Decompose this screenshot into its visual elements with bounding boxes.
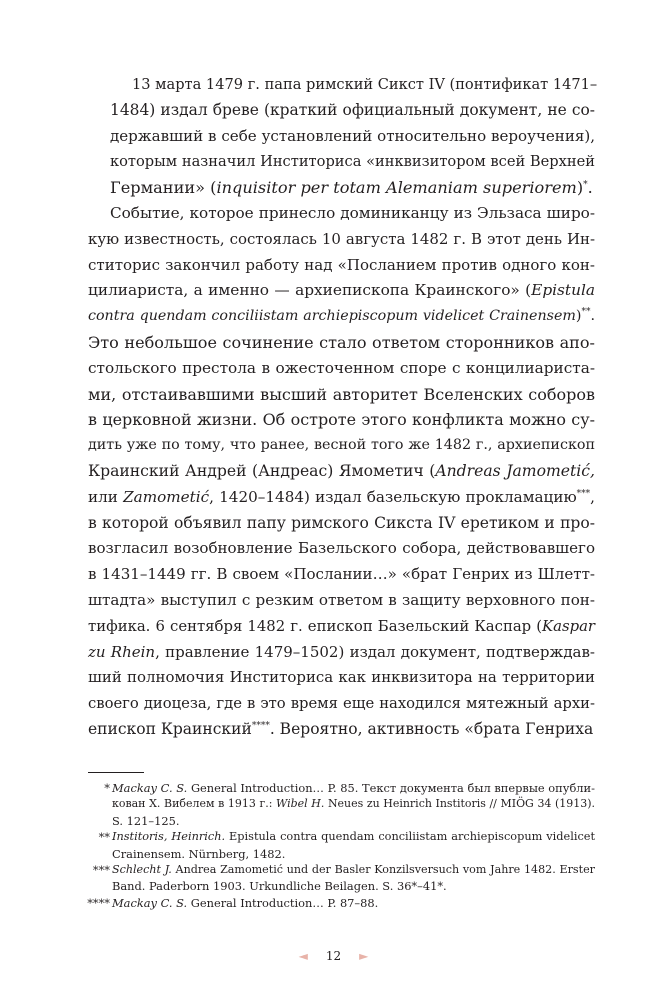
text-line — [88, 459, 595, 485]
italic-text: Epistula — [531, 281, 595, 300]
italic-text: Schlecht J. — [112, 863, 172, 877]
footnote-line — [112, 846, 595, 862]
text-segment: ) — [575, 308, 582, 325]
text-segment: державший в себе установлений относительно вероучения), — [110, 126, 595, 145]
footnote-text — [112, 862, 595, 895]
italic-text: contra quendam conciliistam archiepiscopum videlicet Crainensem — [88, 308, 576, 325]
text-segment: в 1431–1449 гг. В своем «Послании…» «брат Генрих из Шлетт- — [88, 565, 595, 584]
page-folio — [0, 949, 667, 963]
footnote-text — [112, 895, 595, 911]
text-segment: S. 121–125. — [112, 813, 180, 828]
text-segment: . Вероятно, активность «брата Генриха — [269, 719, 594, 738]
footnote-reference: *** — [576, 488, 591, 499]
text-segment: Германии» ( — [110, 178, 217, 198]
text-segment: General Introduction… P. 85. Текст документа был впервые опубли- — [187, 781, 595, 795]
text-segment: которым назначил Инститориса «инквизитором всей Верхней — [110, 153, 595, 171]
text-segment: Краинский Андрей (Андреас) Ямометич ( — [88, 461, 436, 480]
text-segment: , 1420–1484) издал базельскую прокламацию — [209, 487, 577, 506]
footnote-marker: *** — [92, 863, 110, 878]
footnote — [88, 829, 595, 862]
paragraph — [88, 72, 598, 201]
footnote-line — [112, 813, 595, 829]
text-line — [88, 640, 595, 666]
text-segment: возгласил возобновление Базельского собора, действовавшего — [88, 539, 595, 558]
text-line — [88, 588, 595, 614]
text-segment: Epistula contra quendam conciliistam archiepiscopum videlicet — [225, 830, 595, 844]
text-segment: цилиариста, а именно — архиепископа Краинского» ( — [88, 281, 532, 300]
footnote-text — [112, 780, 595, 829]
text-line — [88, 278, 595, 304]
text-segment: в которой объявил папу римского Сикста IV еретиком и про- — [88, 513, 595, 532]
text-segment: или — [88, 487, 124, 506]
italic-text: Wibel H. — [276, 797, 325, 811]
footnote-line — [112, 829, 595, 845]
text-segment: ) — [576, 178, 584, 198]
footnote-marker: * — [104, 781, 110, 795]
text-segment: 13 марта 1479 г. папа римский Сикст IV (понтификат 1471– — [132, 76, 598, 93]
footnote-text — [112, 829, 595, 862]
footnote-marker: ** — [98, 830, 110, 845]
text-segment: кован Х. Вибелем в 1913 г.: — [112, 797, 277, 811]
text-segment: . — [590, 308, 595, 325]
text-line — [88, 175, 595, 201]
text-segment: , — [590, 487, 595, 506]
text-segment: штадта» выступил с резким ответом в защиту верховного пон- — [88, 590, 595, 609]
text-line — [88, 98, 595, 124]
text-segment: Crainensem. Nürnberg, 1482. — [112, 846, 286, 861]
footnote-reference: ** — [581, 307, 591, 318]
footnote-line — [112, 780, 595, 796]
italic-text: Mackay C. S. — [112, 895, 188, 910]
text-line — [88, 614, 595, 640]
text-segment: 1484) издал бреве (краткий официальный документ, не со- — [110, 100, 595, 119]
text-segment: кую известность, состоялась 10 августа 1482 г. В этот день Ин- — [88, 229, 595, 248]
footnote-reference: * — [583, 180, 588, 191]
text-segment: дить уже по тому, что ранее, весной того же 1482 г., архиепископ — [88, 437, 595, 454]
text-line — [88, 201, 595, 227]
footnote — [88, 895, 595, 911]
page-number: 12 — [325, 949, 342, 963]
text-line — [88, 691, 595, 717]
text-line — [88, 304, 595, 330]
text-line — [88, 253, 595, 279]
text-line — [88, 227, 595, 253]
italic-text: inquisitor per totam Alemaniam superiorem — [216, 178, 577, 198]
text-segment: Andrea Zamometić und der Basler Konzilsversuch vom Jahre 1482. Erster — [171, 863, 595, 877]
footnote-line — [112, 895, 595, 911]
text-line — [88, 485, 595, 511]
paragraph — [88, 201, 595, 743]
footnotes — [88, 780, 595, 911]
italic-text: Andreas Jamometić, — [435, 461, 595, 480]
text-segment: ший полномочия Инститориса как инквизитора на территории — [88, 668, 595, 687]
text-line — [88, 72, 598, 98]
italic-text: Mackay C. S. — [112, 781, 188, 795]
text-segment: в церковной жизни. Об остроте этого конфликта можно су- — [88, 410, 595, 430]
text-line — [88, 124, 595, 150]
text-segment: Neues zu Heinrich Institoris // MIÖG 34 (1913). — [324, 797, 595, 811]
footnote-line — [112, 796, 595, 812]
text-line — [88, 407, 595, 433]
right-arrow-icon: ► — [359, 949, 369, 963]
text-line — [88, 433, 595, 459]
text-line — [88, 149, 595, 175]
left-arrow-icon: ◄ — [298, 949, 308, 963]
footnote — [88, 780, 595, 829]
text-line — [88, 562, 595, 588]
text-segment: , правление 1479–1502) издал документ, подтверждав- — [155, 642, 596, 661]
footnote — [88, 862, 595, 895]
text-segment: тифика. 6 сентября 1482 г. епископ Базельский Каспар ( — [88, 617, 543, 635]
text-segment: Это небольшое сочинение стало ответом сторонников апо- — [88, 332, 595, 352]
text-segment: Событие, которое принесло доминиканцу из Эльзаса широ- — [110, 203, 595, 222]
italic-text: zu Rhein — [88, 642, 156, 661]
text-segment: своего диоцеза, где в это время еще находился мятежный архи- — [88, 695, 595, 713]
text-segment: Band. Paderborn 1903. Urkundliche Beilagen. S. 36*–41*. — [112, 879, 447, 894]
text-segment: епископ Краинский — [88, 719, 252, 738]
footnote-marker: **** — [87, 895, 110, 910]
italic-text: Zamometić — [123, 487, 210, 506]
footnote-rule — [88, 772, 144, 773]
text-line — [88, 665, 595, 691]
text-line — [88, 356, 595, 382]
footnote-reference: **** — [251, 720, 270, 731]
text-line — [88, 717, 595, 743]
text-segment: . — [587, 178, 593, 198]
italic-text: Institoris, Heinrich. — [112, 830, 226, 844]
footnote-line — [112, 878, 595, 894]
main-text — [88, 72, 598, 743]
text-segment: ститорис закончил работу над «Посланием против одного кон- — [88, 255, 595, 274]
text-line — [88, 511, 595, 537]
text-segment: ми, отстаивавшими высший авторитет Вселенских соборов — [88, 384, 595, 404]
footnote-line — [112, 862, 595, 878]
italic-text: Kaspar — [542, 617, 595, 635]
text-line — [88, 330, 595, 356]
text-line — [88, 536, 595, 562]
text-segment: General Introduction… P. 87–88. — [187, 895, 379, 910]
text-segment: стольского престола в ожесточенном споре с концилиариста- — [88, 358, 595, 377]
text-line — [88, 382, 595, 408]
